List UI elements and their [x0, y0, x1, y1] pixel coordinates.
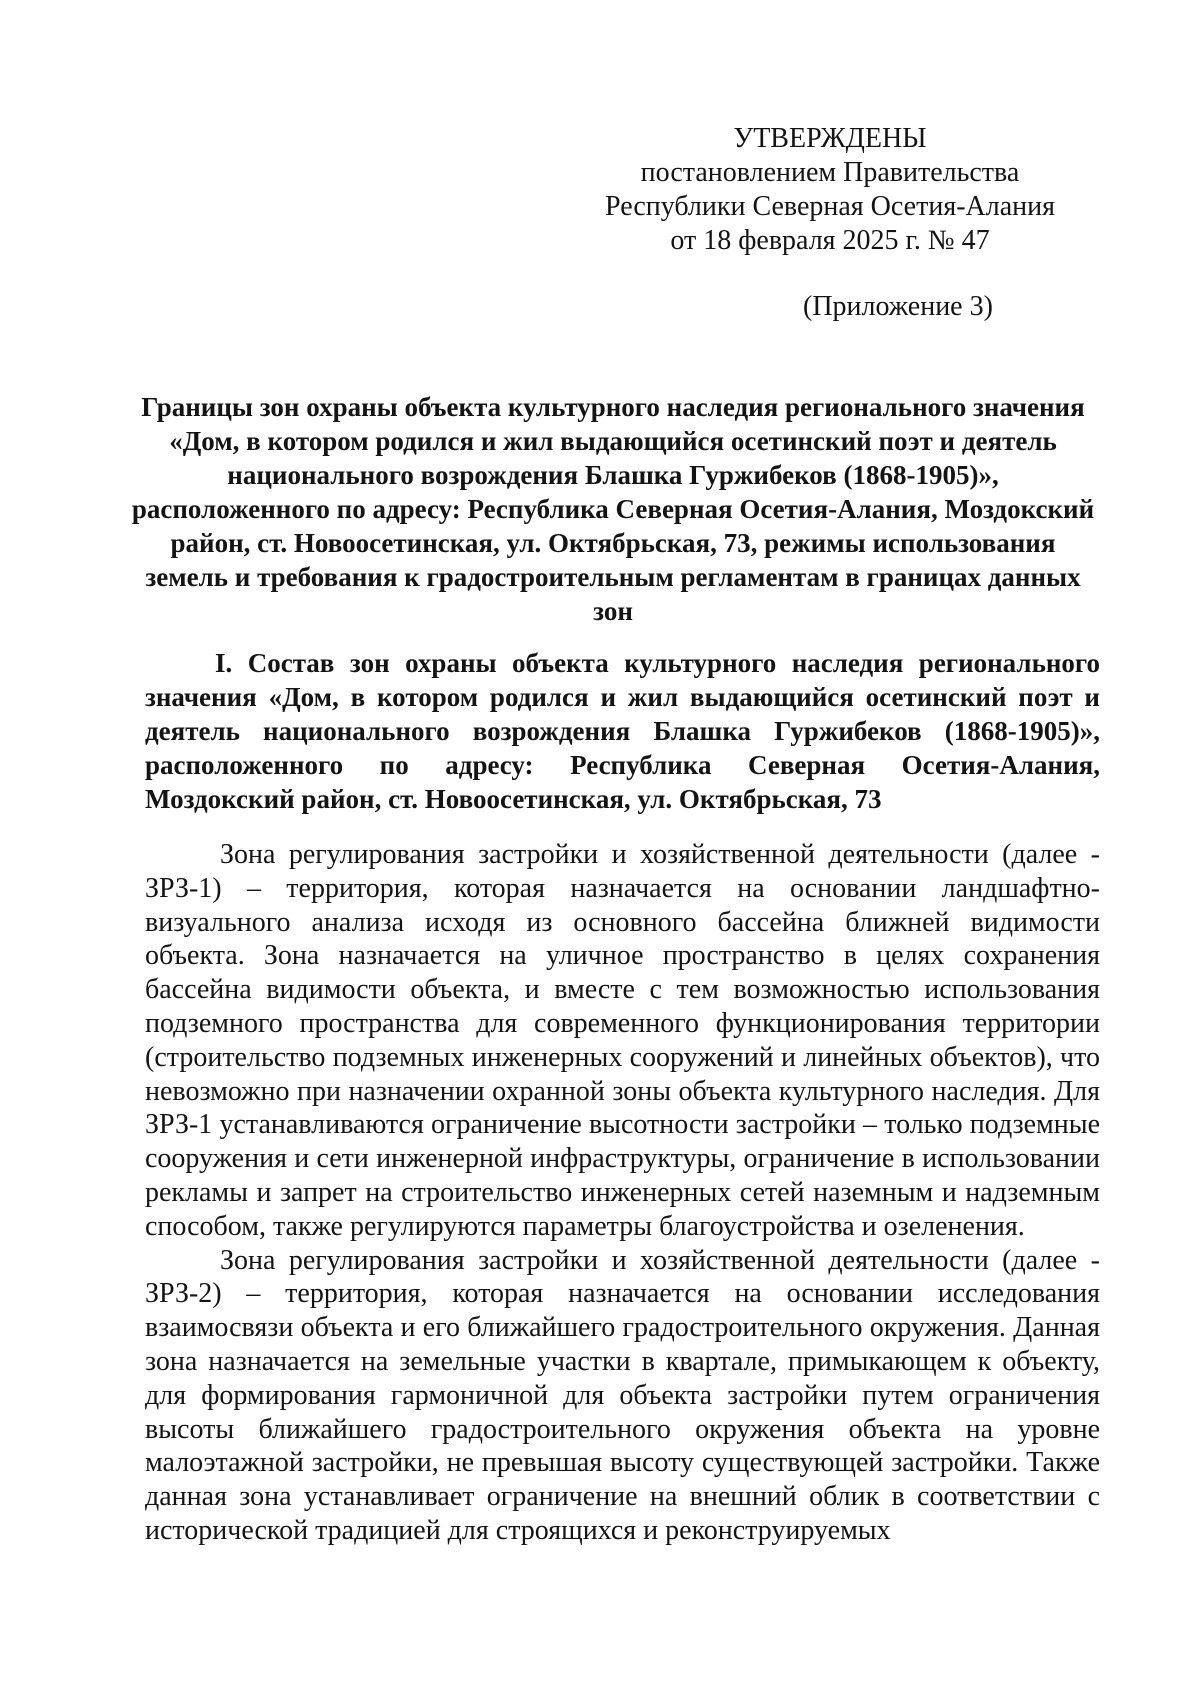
paragraph-zrz-1: Зона регулирования застройки и хозяйственной деятельности (далее - ЗРЗ-1) – территория, которая назначается на основании ландшафтно-визуального анализа исходя из основного бассейна ближней видимости объекта. Зона назначается на уличное пространство в целях сохранения бассейна видимости объекта, и вместе с тем возможностью использования подземного пространства для современного функционирования территории (строительство подземных инженерных сооружений и линейных объектов), что невозможно при назначении охранной зоны объекта культурного наследия. Для ЗРЗ-1 устанавливаются ограничение высотности застройки – только подземные сооружения и сети инженерной инфраструктуры, ограничение в использовании рекламы и запрет на строительство инженерных сетей наземным и надземным способом, также регулируются параметры благоустройства и озеленения.	[145, 839, 1100, 1242]
approval-line-1: УТВЕРЖДЕНЫ	[733, 123, 927, 154]
section-1-heading-text: I. Состав зон охраны объекта культурного наследия регионального значения «Дом, в котором родился и жил выдающийся осетинский поэт и деятель национального возрождения Блашка Гуржибеков (1868-1905)», расположенного по адресу: Республика Северная Осетия-Алания, Моздокский район, ст. Новоосетинская, ул. Октябрьская, 73	[145, 648, 1100, 814]
approval-stamp	[560, 122, 1100, 258]
section-1-heading	[145, 646, 1100, 816]
approval-line-2: постановлением Правительства	[640, 157, 1020, 188]
approval-line-4: от 18 февраля 2025 г. № 47	[670, 225, 990, 256]
approval-line-3: Республики Северная Осетия-Алания	[605, 191, 1055, 222]
document-title: Границы зон охраны объекта культурного наследия регионального значения «Дом, в котором родился и жил выдающийся осетинский поэт и деятель национального возрождения Блашка Гуржибеков (1868-1905)», расположенного по адресу: Республика Северная Осетия-Алания, Моздокский район, ст. Новоосетинская, ул. Октябрьская, 73, режимы использования земель и требования к градостроительным регламентам в границах данных зон	[131, 392, 1095, 626]
document-body	[145, 838, 1100, 1548]
appendix-label: (Приложение 3)	[803, 291, 993, 322]
paragraph-zrz-2: Зона регулирования застройки и хозяйственной деятельности (далее - ЗРЗ-2) – территория, которая назначается на основании исследования взаимосвязи объекта и его ближайшего градостроительного окружения. Данная зона назначается на земельные участки в квартале, примыкающем к объекту, для формирования гармоничной для объекта застройки путем ограничения высоты ближайшего градостроительного окружения объекта на уровне малоэтажной застройки, не превышая высоту существующей застройки. Также данная зона устанавливает ограничение на внешний облик в соответствии с исторической традицией для строящихся и реконструируемых	[145, 1244, 1100, 1546]
